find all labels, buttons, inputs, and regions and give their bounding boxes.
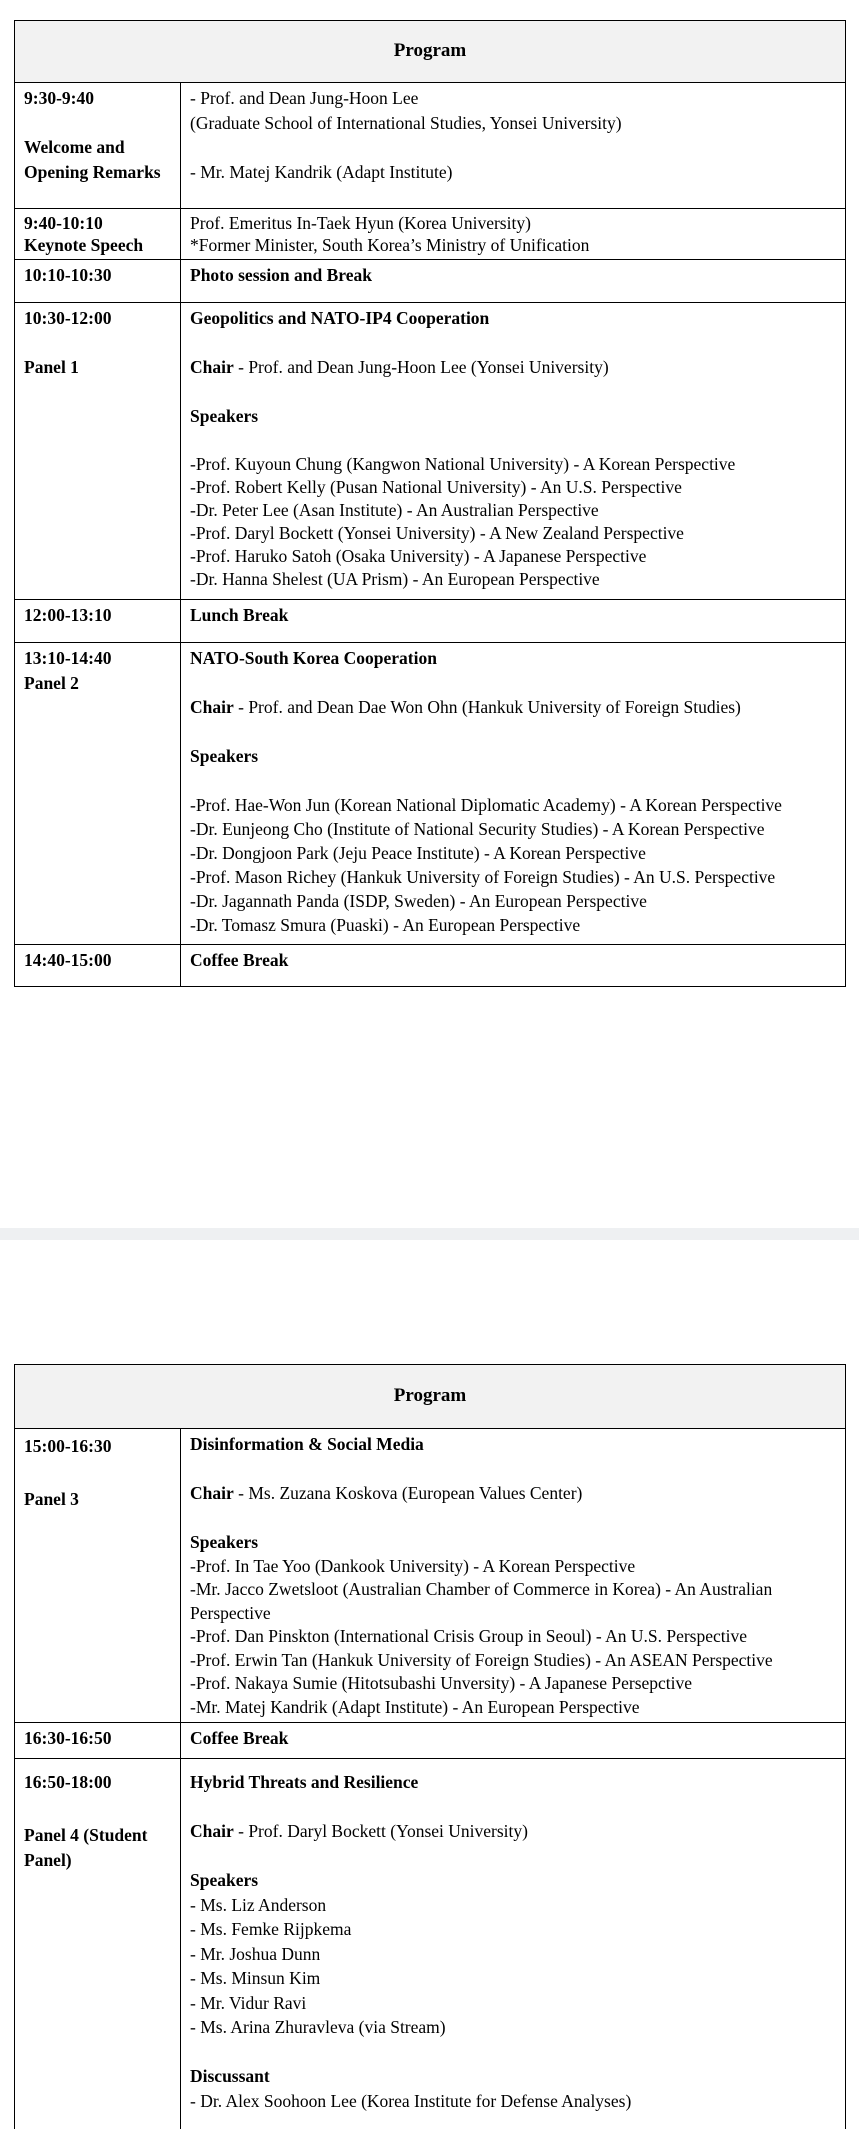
time-slot: 15:00-16:30	[24, 1436, 112, 1456]
time-slot: 9:30-9:40	[24, 88, 94, 108]
speakers-heading: Speakers	[190, 746, 259, 766]
time-slot: 13:10-14:40	[24, 648, 112, 668]
speakers-heading: Speakers	[190, 406, 259, 426]
discussant-heading: Discussant	[190, 2066, 270, 2086]
speaker-item: - Ms. Femke Rijpkema	[190, 1919, 352, 1939]
chair-line	[190, 1481, 836, 1506]
time-slot: 12:00-13:10	[24, 605, 112, 625]
speaker-item: -Dr. Eunjeong Cho (Institute of National Security Studies) - A Korean Perspective	[190, 819, 765, 839]
speaker-item: -Prof. Haruko Satoh (Osaka University) - A Japanese Perspective	[190, 546, 647, 566]
session-label: Panel 3	[24, 1489, 79, 1509]
speaker-item: -Dr. Peter Lee (Asan Institute) - An Australian Perspective	[190, 500, 599, 520]
program-table-2	[14, 1364, 846, 2129]
table-row	[15, 1723, 846, 1759]
speaker-item: -Mr. Matej Kandrik (Adapt Institute) - An European Perspective	[190, 1696, 640, 1717]
time-slot: 16:30-16:50	[24, 1728, 112, 1748]
speaker-item: - Mr. Vidur Ravi	[190, 1992, 307, 2013]
session-title: Photo session and Break	[190, 265, 373, 285]
speakers-heading: Speakers	[190, 1870, 259, 1890]
speaker-item: -Dr. Tomasz Smura (Puaski) - An European Perspective	[190, 915, 581, 935]
chair-label: Chair	[190, 1483, 234, 1503]
session-title: Coffee Break	[190, 1728, 289, 1748]
time-slot: 16:50-18:00	[24, 1772, 112, 1792]
chair-name: - Prof. and Dean Dae Won Ohn (Hankuk University of Foreign Studies)	[233, 697, 741, 717]
list-item: (Graduate School of International Studies, Yonsei University)	[190, 112, 622, 133]
page-separator	[0, 1228, 859, 1240]
speaker-item: - Mr. Joshua Dunn	[190, 1943, 321, 1964]
speaker-item: - Ms. Liz Anderson	[190, 1894, 327, 1915]
speaker-item: -Dr. Dongjoon Park (Jeju Peace Institute) - A Korean Perspective	[190, 843, 646, 863]
session-title: NATO-South Korea Cooperation	[190, 648, 437, 668]
session-title: Coffee Break	[190, 950, 289, 970]
speaker-item: -Prof. Erwin Tan (Hankuk University of Foreign Studies) - An ASEAN Perspective	[190, 1649, 773, 1670]
speaker-item: - Ms. Minsun Kim	[190, 1968, 321, 1988]
list-item: *Former Minister, South Korea’s Ministry of Unification	[190, 235, 590, 255]
session-title: Disinformation & Social Media	[190, 1434, 424, 1454]
session-label: Panel 1	[24, 357, 79, 377]
chair-name: - Ms. Zuzana Koskova (European Values Center)	[233, 1483, 583, 1503]
speaker-item: -Prof. Dan Pinskton (International Crisis Group in Seoul) - An U.S. Perspective	[190, 1626, 748, 1646]
chair-line	[190, 1819, 836, 1844]
session-title: Hybrid Threats and Resilience	[190, 1772, 419, 1792]
speaker-item: -Dr. Jagannath Panda (ISDP, Sweden) - An European Perspective	[190, 891, 647, 911]
speaker-item: -Prof. Robert Kelly (Pusan National University) - An U.S. Perspective	[190, 477, 682, 497]
chair-label: Chair	[190, 357, 234, 377]
list-item: - Mr. Matej Kandrik (Adapt Institute)	[190, 161, 453, 182]
table-row	[15, 303, 846, 600]
speaker-item: -Mr. Jacco Zwetsloot (Australian Chamber of Commerce in Korea) - An Australian Perspective	[190, 1579, 773, 1623]
program-header: Program	[15, 1365, 846, 1429]
speaker-item: -Prof. Daryl Bockett (Yonsei University) - A New Zealand Perspective	[190, 523, 684, 543]
table-row	[15, 209, 846, 260]
speakers-heading: Speakers	[190, 1532, 259, 1552]
session-title: Lunch Break	[190, 605, 289, 625]
table-row	[15, 1429, 846, 1723]
time-slot: 10:10-10:30	[24, 265, 112, 285]
speaker-item: -Prof. Mason Richey (Hankuk University of Foreign Studies) - An U.S. Perspective	[190, 867, 776, 887]
session-label: Panel 4 (Student Panel)	[24, 1825, 148, 1870]
time-slot: 9:40-10:10	[24, 213, 103, 233]
table-row	[15, 260, 846, 303]
chair-label: Chair	[190, 1821, 234, 1841]
chair-line	[190, 695, 836, 720]
discussant-item: - Dr. Alex Soohoon Lee (Korea Institute for Defense Analyses)	[190, 2090, 632, 2111]
chair-name: - Prof. and Dean Jung-Hoon Lee (Yonsei University)	[233, 357, 609, 377]
program-table-1	[14, 20, 846, 987]
chair-name: - Prof. Daryl Bockett (Yonsei University)	[233, 1821, 528, 1841]
speaker-item: -Prof. Nakaya Sumie (Hitotsubashi Unversity) - A Japanese Persepctive	[190, 1673, 693, 1693]
table-row	[15, 643, 846, 945]
speaker-item: -Prof. In Tae Yoo (Dankook University) - A Korean Perspective	[190, 1555, 636, 1576]
table-row	[15, 1759, 846, 2129]
speaker-item: -Dr. Hanna Shelest (UA Prism) - An European Perspective	[190, 569, 600, 589]
session-label: Panel 2	[24, 672, 79, 693]
table-row	[15, 945, 846, 987]
table-row	[15, 600, 846, 643]
speaker-item: -Prof. Kuyoun Chung (Kangwon National University) - A Korean Perspective	[190, 454, 736, 474]
page-2	[0, 1240, 859, 2129]
time-slot: 10:30-12:00	[24, 308, 112, 328]
table-row	[15, 83, 846, 209]
speaker-item: - Ms. Arina Zhuravleva (via Stream)	[190, 2017, 446, 2037]
session-label: Welcome and Opening Remarks	[24, 137, 161, 182]
session-title: Geopolitics and NATO-IP4 Cooperation	[190, 308, 490, 328]
chair-line	[190, 355, 836, 380]
session-label: Keynote Speech	[24, 235, 144, 255]
time-slot: 14:40-15:00	[24, 950, 112, 970]
chair-label: Chair	[190, 697, 234, 717]
list-item: - Prof. and Dean Jung-Hoon Lee	[190, 88, 419, 108]
program-header: Program	[15, 21, 846, 83]
list-item: Prof. Emeritus In-Taek Hyun (Korea University)	[190, 213, 531, 233]
speaker-item: -Prof. Hae-Won Jun (Korean National Diplomatic Academy) - A Korean Perspective	[190, 795, 782, 815]
